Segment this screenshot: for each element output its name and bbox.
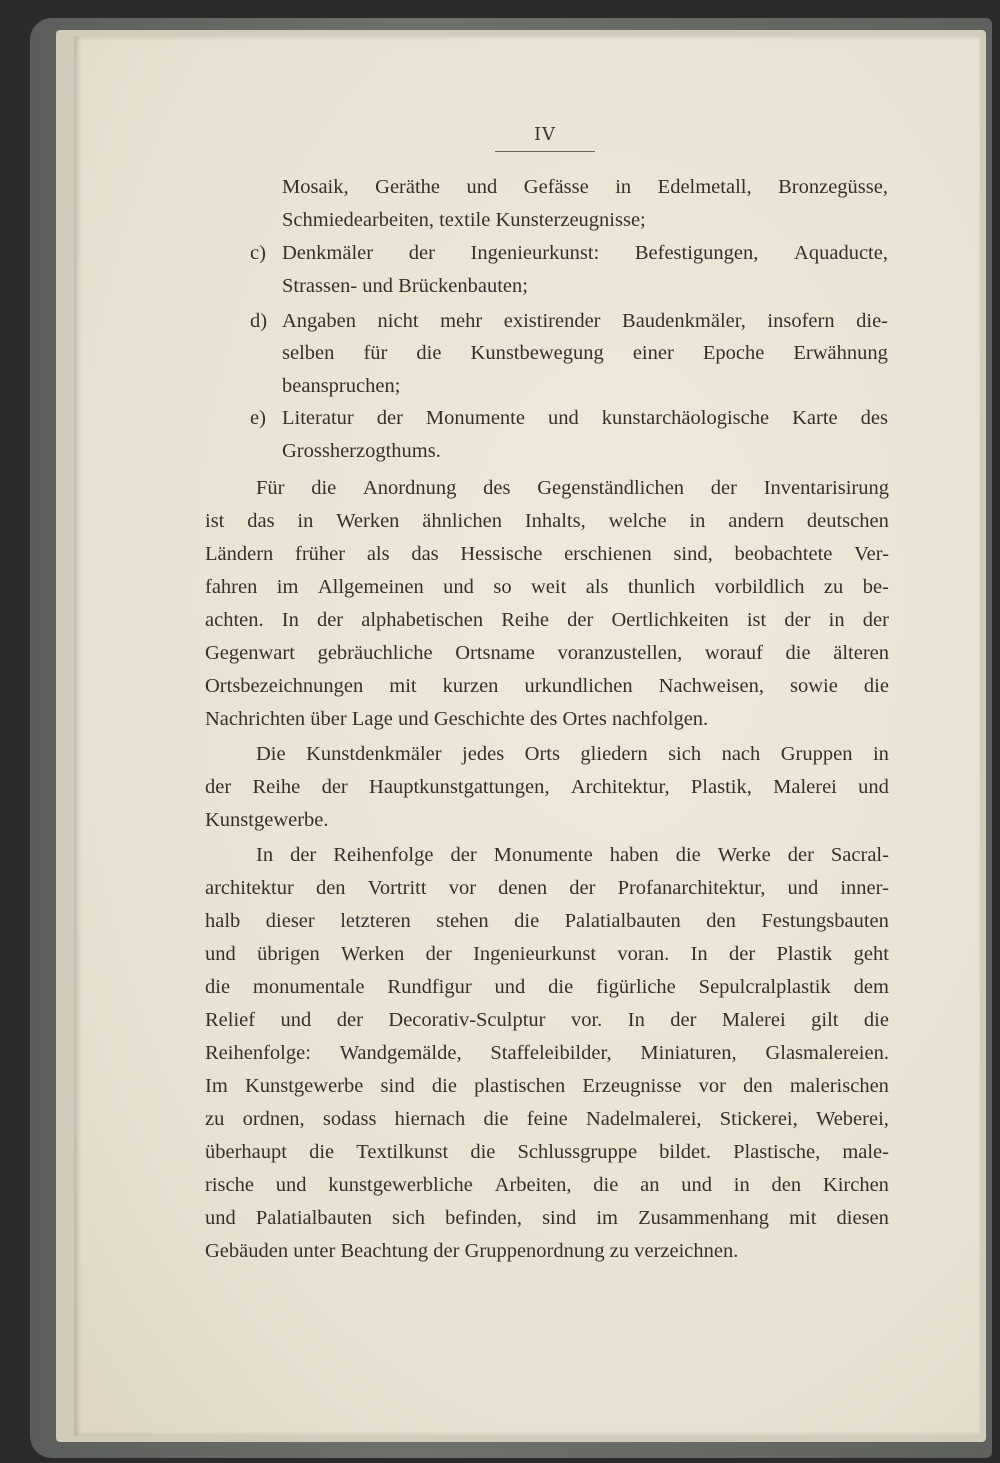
word: Ingenieurkunst	[473, 943, 597, 965]
list-item-label: c)	[250, 242, 266, 264]
word: andern	[728, 510, 785, 532]
word: die	[548, 976, 574, 998]
word: und	[858, 776, 889, 798]
word: der	[569, 877, 596, 899]
word: weit	[531, 576, 567, 598]
word: das	[411, 543, 439, 565]
word: Reihe	[501, 609, 550, 631]
word: Inhalts,	[524, 510, 586, 532]
paragraph-line	[205, 543, 889, 566]
word: die	[309, 1141, 335, 1163]
word: gebräuchliche	[317, 642, 433, 664]
word: gliedern	[580, 743, 648, 765]
word: die	[785, 642, 811, 664]
word: stehen	[436, 910, 489, 932]
word: Glasmalereien.	[765, 1042, 889, 1064]
word: Schlussgruppe	[517, 1141, 638, 1163]
word: Stickerei,	[719, 1108, 798, 1130]
word: Ingenieurkunst:	[470, 242, 600, 264]
word: feine	[526, 1108, 568, 1130]
word: sich	[668, 743, 702, 765]
word: Kirchen	[822, 1174, 889, 1196]
word: sind	[380, 1075, 415, 1097]
word: geht	[853, 943, 889, 965]
word: in	[828, 609, 845, 631]
word: achten.	[205, 609, 264, 631]
paragraph-line	[205, 910, 889, 933]
word: ist	[746, 609, 767, 631]
word: Ortsname	[455, 642, 535, 664]
word: den	[771, 1174, 802, 1196]
word: beobachtete	[734, 543, 833, 565]
word: älteren	[833, 642, 889, 664]
list-item-line	[282, 242, 888, 265]
word: In	[281, 609, 299, 631]
word: figürliche	[596, 976, 676, 998]
paragraph-line	[205, 642, 889, 665]
word: Kunstgewerbe	[244, 1075, 364, 1097]
word: als	[585, 576, 609, 598]
word: dieser	[265, 910, 315, 932]
word: der	[376, 407, 403, 429]
paragraph-line	[205, 1108, 889, 1131]
paragraph-line	[205, 943, 889, 966]
word: ordnen,	[242, 1108, 305, 1130]
text-line: Kunstgewerbe.	[205, 809, 329, 831]
word: dem	[853, 976, 889, 998]
word: insofern	[767, 310, 835, 332]
paragraph-line	[205, 510, 889, 533]
word: die	[863, 1009, 889, 1031]
word: In	[256, 844, 274, 866]
word: Miniaturen,	[640, 1042, 737, 1064]
list-item-line	[282, 342, 888, 365]
word: Malerei	[721, 1009, 786, 1031]
word: der	[425, 943, 452, 965]
word: Gegenwart	[205, 642, 295, 664]
header-rule	[495, 151, 595, 152]
word: Festungsbauten	[761, 910, 889, 932]
word: zu	[205, 1108, 225, 1130]
word: be-	[862, 576, 889, 598]
paragraph-line	[256, 844, 889, 867]
word: in	[297, 510, 314, 532]
word: Monumente	[493, 844, 593, 866]
list-item-line	[282, 275, 528, 298]
word: kurzen	[442, 675, 499, 697]
word: Reihenfolge	[333, 844, 434, 866]
word: Palatialbauten	[564, 910, 681, 932]
word: Nachweisen,	[658, 675, 764, 697]
word: Baudenkmäler,	[622, 310, 746, 332]
word: früher	[295, 543, 346, 565]
word: das	[247, 510, 275, 532]
word: mit	[789, 1207, 817, 1229]
word: für	[363, 342, 388, 364]
word: in	[872, 743, 889, 765]
word: und	[466, 176, 498, 198]
word: Architektur,	[570, 776, 670, 798]
word: und	[787, 877, 819, 899]
paragraph-line	[205, 877, 889, 900]
word: sowie	[790, 675, 838, 697]
word: Inventarisirung	[763, 477, 889, 499]
paragraph-line	[205, 1174, 889, 1197]
word: die	[675, 844, 701, 866]
word: hiernach	[394, 1108, 466, 1130]
word: architektur	[205, 877, 294, 899]
word: Relief	[205, 1009, 256, 1031]
text-line: Nachrichten über Lage und Geschichte des Ortes nachfolgen.	[205, 708, 709, 730]
word: die-	[856, 310, 888, 332]
word: die	[593, 1174, 619, 1196]
text-line: beanspruchen;	[282, 375, 401, 397]
word: Oertlichkeiten	[611, 609, 729, 631]
word: den	[315, 877, 346, 899]
word: male-	[842, 1141, 889, 1163]
paragraph-line	[205, 976, 889, 999]
word: sind,	[673, 543, 713, 565]
word: die	[205, 976, 231, 998]
word: fahren	[205, 576, 258, 598]
word: Rundfigur	[387, 976, 472, 998]
word: Gruppen	[780, 743, 853, 765]
word: nicht	[377, 310, 419, 332]
word: den	[706, 910, 736, 932]
text-line: Gebäuden unter Beachtung der Gruppenordnung zu verzeichnen.	[205, 1240, 739, 1262]
word: der	[408, 242, 435, 264]
paragraph-line	[205, 1042, 889, 1065]
word: Palatialbauten	[255, 1207, 372, 1229]
word: so	[493, 576, 512, 598]
word: vor	[448, 877, 477, 899]
word: kunstgewerbliche	[328, 1174, 473, 1196]
word: In	[690, 943, 708, 965]
list-item-line	[282, 310, 888, 333]
word: Gefässe	[523, 176, 589, 198]
word: die	[431, 1075, 457, 1097]
word: der	[450, 844, 477, 866]
word: Die	[256, 743, 286, 765]
word: Denkmäler	[282, 242, 374, 264]
word: der	[862, 609, 889, 631]
word: der	[784, 609, 811, 631]
word: Plastische,	[733, 1141, 821, 1163]
word: die	[416, 342, 442, 364]
word: Hessische	[460, 543, 543, 565]
word: letzteren	[340, 910, 411, 932]
list-item-line	[282, 440, 441, 463]
word: jedes	[462, 743, 505, 765]
word: Wandgemälde,	[339, 1042, 462, 1064]
word: Reihenfolge:	[205, 1042, 311, 1064]
word: nach	[721, 743, 761, 765]
word: Arbeiten,	[494, 1174, 572, 1196]
word: Gegenständlichen	[537, 477, 685, 499]
word: Allgemeinen	[317, 576, 424, 598]
word: gilt	[811, 1009, 839, 1031]
word: und	[205, 943, 236, 965]
text-line: Schmiedearbeiten, textile Kunsterzeugnisse;	[282, 209, 646, 231]
word: bildet.	[659, 1141, 711, 1163]
word: in	[733, 1174, 750, 1196]
word: Werke	[717, 844, 771, 866]
word: voran.	[617, 943, 670, 965]
word: kunstarchäologische	[601, 407, 770, 429]
word: und	[205, 1207, 236, 1229]
word: sich	[392, 1207, 426, 1229]
paragraph-line	[256, 477, 889, 500]
word: befinden,	[445, 1207, 522, 1229]
word: Erzeugnisse	[582, 1075, 682, 1097]
paragraph-line	[205, 708, 708, 731]
word: die	[863, 675, 889, 697]
word: Epoche	[702, 342, 765, 364]
word: selben	[282, 342, 335, 364]
paragraph-line	[205, 576, 889, 599]
word: halb	[205, 910, 241, 932]
word: und	[443, 576, 474, 598]
word: Sepulcralplastik	[698, 976, 831, 998]
text-line: Strassen- und Brückenbauten;	[282, 275, 528, 297]
word: übrigen	[257, 943, 320, 965]
word: der	[567, 609, 594, 631]
list-continuation-line	[282, 209, 646, 232]
word: als	[366, 543, 390, 565]
paragraph-line	[205, 776, 889, 799]
word: der	[728, 943, 756, 965]
word: Decorativ-Sculptur	[388, 1009, 546, 1031]
word: im	[596, 1207, 618, 1229]
word: erschienen	[564, 543, 652, 565]
word: Ver-	[854, 543, 889, 565]
word: einer	[632, 342, 674, 364]
paragraph-line	[205, 1075, 889, 1098]
word: und	[494, 976, 526, 998]
word: Im	[205, 1075, 228, 1097]
word: monumentale	[252, 976, 365, 998]
list-item-line	[282, 375, 400, 398]
word: Befestigungen,	[634, 242, 759, 264]
word: vorbildlich	[714, 576, 805, 598]
word: die	[483, 1108, 509, 1130]
word: malerischen	[789, 1075, 889, 1097]
paragraph-line	[256, 743, 889, 766]
word: Malerei	[773, 776, 837, 798]
word: den	[743, 1075, 773, 1097]
paragraph-line	[205, 1207, 889, 1230]
word: in	[615, 176, 632, 198]
word: Nadelmalerei,	[585, 1108, 702, 1130]
paragraph-line	[205, 1240, 738, 1263]
word: überhaupt	[205, 1141, 287, 1163]
word: Ländern	[205, 543, 274, 565]
word: und	[280, 1009, 312, 1031]
text-line: Grossherzogthums.	[282, 440, 441, 462]
word: und	[681, 1174, 712, 1196]
word: zu	[823, 576, 844, 598]
word: Mosaik,	[282, 176, 349, 198]
word: worauf	[704, 642, 763, 664]
word: der	[787, 844, 814, 866]
word: welche	[608, 510, 667, 532]
word: sodass	[322, 1108, 377, 1130]
list-item-label: e)	[250, 407, 266, 429]
word: der	[670, 1009, 697, 1031]
word: der	[316, 609, 344, 631]
word: rische	[205, 1174, 254, 1196]
word: Weberei,	[816, 1108, 889, 1130]
word: denen	[498, 877, 548, 899]
word: der	[336, 1009, 363, 1031]
word: Werken	[336, 510, 400, 532]
word: alphabetischen	[361, 609, 484, 631]
word: Orts	[524, 743, 560, 765]
word: Für	[256, 477, 285, 499]
word: In	[627, 1009, 645, 1031]
word: vor	[698, 1075, 726, 1097]
word: und	[547, 407, 579, 429]
word: die	[514, 910, 540, 932]
page-number: IV	[533, 124, 557, 145]
word: haben	[609, 844, 659, 866]
word: diesen	[836, 1207, 889, 1229]
list-item-label: d)	[250, 310, 268, 332]
paragraph-line	[205, 1009, 889, 1032]
word: des	[483, 477, 511, 499]
word: vor.	[570, 1009, 603, 1031]
word: Monumente	[425, 407, 525, 429]
word: des	[860, 407, 888, 429]
word: Kunstbewegung	[470, 342, 604, 364]
word: voranzustellen,	[557, 642, 683, 664]
word: Literatur	[282, 407, 354, 429]
word: Profanarchitektur,	[617, 877, 766, 899]
word: die	[311, 477, 337, 499]
word: der	[205, 776, 232, 798]
paragraph-line	[205, 675, 889, 698]
word: deutschen	[806, 510, 889, 532]
word: Ortsbezeichnungen	[205, 675, 364, 697]
word: sind	[542, 1207, 577, 1229]
paragraph-line	[205, 809, 329, 832]
paragraph-line	[205, 609, 889, 632]
word: plastischen	[474, 1075, 566, 1097]
word: Vortritt	[367, 877, 427, 899]
word: thunlich	[627, 576, 696, 598]
word: Sacral-	[830, 844, 889, 866]
word: Anordnung	[363, 477, 457, 499]
word: in	[689, 510, 706, 532]
word: Reihe	[252, 776, 301, 798]
word: Staffeleibilder,	[490, 1042, 612, 1064]
word: Bronzegüsse,	[778, 176, 888, 198]
word: ähnlichen	[422, 510, 502, 532]
word: ist	[205, 510, 225, 532]
word: Kunstdenkmäler	[306, 743, 442, 765]
word: Hauptkunstgattungen,	[369, 776, 550, 798]
word: Plastik,	[690, 776, 752, 798]
word: der	[321, 776, 348, 798]
word: der	[710, 477, 737, 499]
list-continuation-line	[282, 176, 888, 199]
word: Werken	[341, 943, 405, 965]
word: urkundlichen	[524, 675, 633, 697]
word: Edelmetall,	[657, 176, 752, 198]
word: mehr	[440, 310, 483, 332]
word: Textilkunst	[356, 1141, 449, 1163]
word: inner-	[840, 877, 889, 899]
word: Karte	[792, 407, 838, 429]
list-item-line	[282, 407, 888, 430]
word: Plastik	[776, 943, 833, 965]
word: existirender	[503, 310, 601, 332]
word: Zusammenhang	[638, 1207, 770, 1229]
word: Aquaducte,	[794, 242, 888, 264]
word: im	[276, 576, 299, 598]
word: Angaben	[282, 310, 357, 332]
word: Geräthe	[375, 176, 441, 198]
word: an	[640, 1174, 660, 1196]
paragraph-line	[205, 1141, 889, 1164]
word: und	[275, 1174, 307, 1196]
word: Erwähnung	[793, 342, 888, 364]
word: die	[470, 1141, 496, 1163]
word: der	[290, 844, 317, 866]
word: mit	[389, 675, 417, 697]
